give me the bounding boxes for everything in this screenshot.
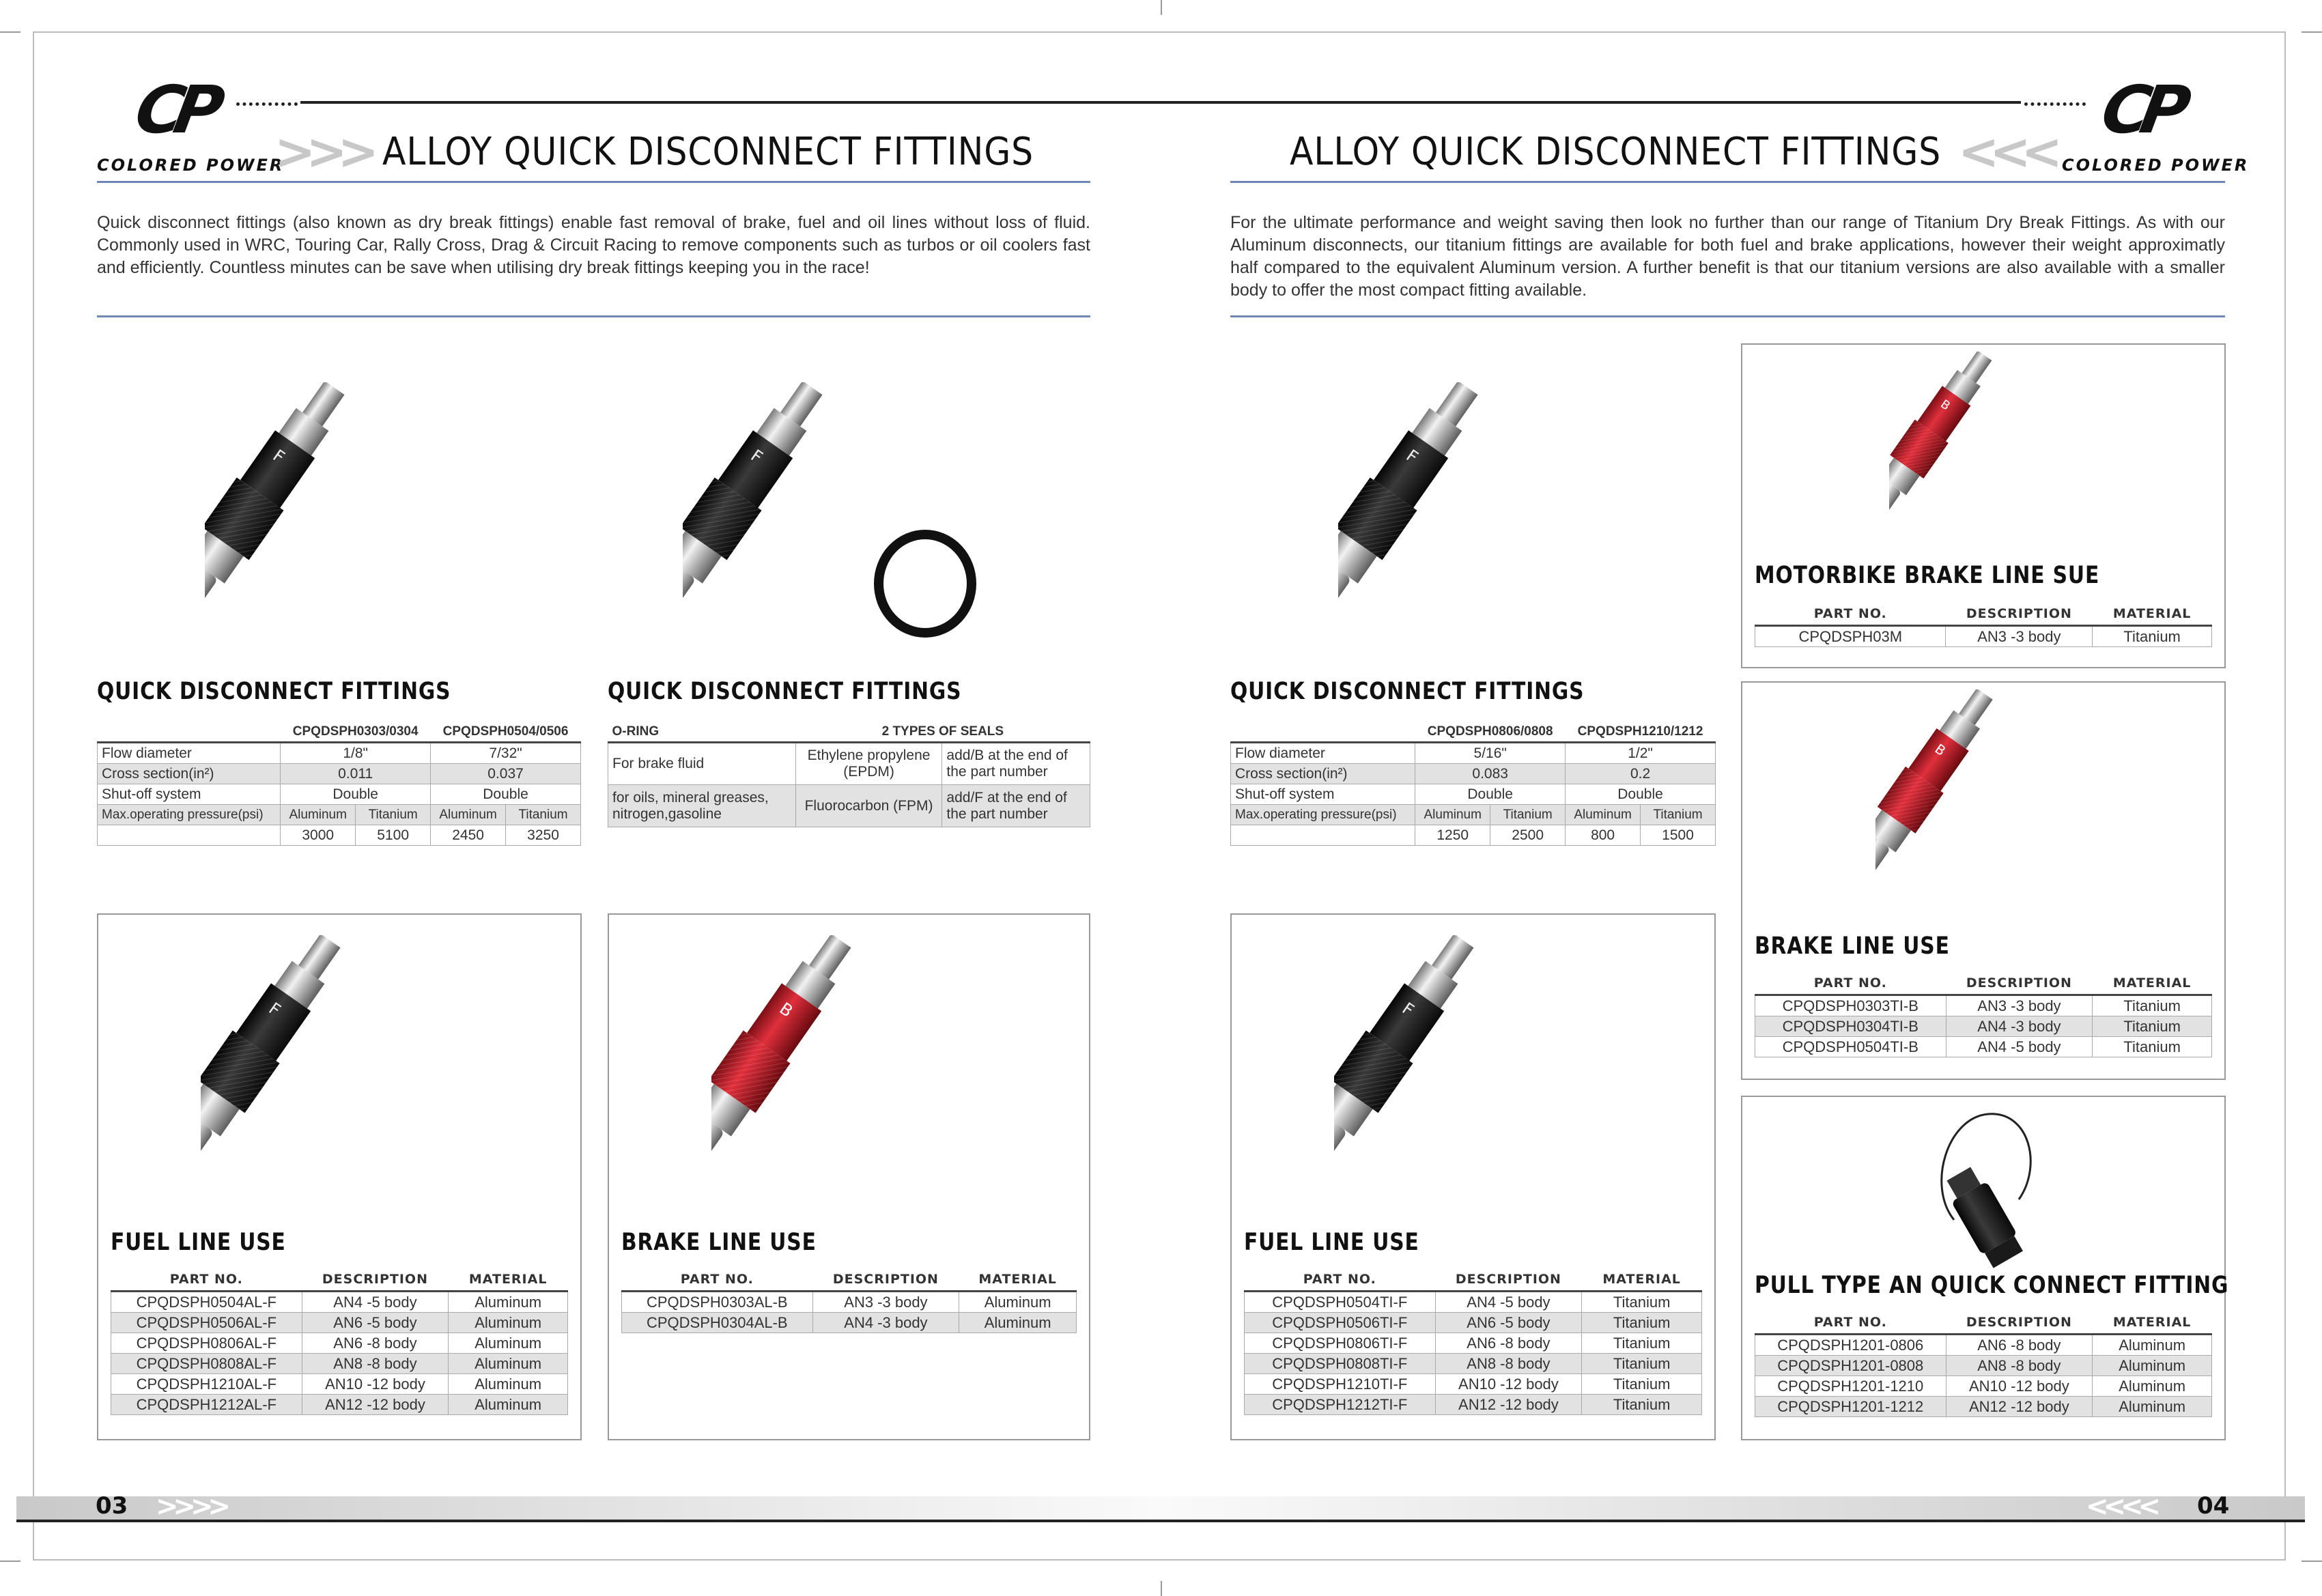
part-no: CPQDSPH1210TI-F [1245, 1374, 1436, 1395]
svg-text:F: F [1398, 999, 1418, 1021]
part-no: CPQDSPH0504AL-F [111, 1292, 302, 1313]
table-row [1755, 1016, 2212, 1037]
table-row [111, 1354, 568, 1374]
svg-text:F: F [1402, 446, 1422, 468]
description: AN10 -12 body [302, 1374, 449, 1395]
description: AN6 -5 body [1435, 1313, 1582, 1333]
material: Aluminum [449, 1292, 568, 1313]
chevron-right-icon: >>> [274, 123, 369, 180]
box-title: FUEL LINE USE [1244, 1229, 1419, 1256]
col-header: PART NO. [1755, 1311, 1946, 1335]
description: AN10 -12 body [1435, 1374, 1582, 1395]
table-row [111, 1374, 568, 1395]
fuel-fitting-image [205, 382, 464, 669]
parts-table [1755, 603, 2212, 647]
table-row [1755, 995, 2212, 1016]
table-row [1245, 1374, 1702, 1395]
spec-label: Max.operating pressure(psi) [98, 805, 281, 825]
spec-value: 0.083 [1415, 764, 1566, 784]
brake-fitting-image [711, 935, 971, 1222]
part-no: CPQDSPH1201-0808 [1755, 1356, 1946, 1376]
spec-material: Aluminum [281, 805, 356, 825]
fuel-fitting-image [201, 935, 460, 1222]
col-header: DESCRIPTION [1946, 1311, 2093, 1335]
col-header: PART NO. [1755, 603, 1946, 626]
part-no: CPQDSPH03M [1755, 626, 1946, 647]
spec-value: 0.011 [281, 764, 431, 784]
spec-material: Titanium [1490, 805, 1566, 825]
section-title: QUICK DISCONNECT FITTINGS [1230, 678, 1585, 705]
spec-material: Aluminum [431, 805, 506, 825]
spec-col-header: CPQDSPH0806/0808 [1415, 722, 1566, 743]
material: Titanium [2093, 1016, 2212, 1037]
page-number-right: 04 [2197, 1492, 2230, 1520]
fuel-fitting-image [1338, 382, 1598, 669]
section-title: QUICK DISCONNECT FITTINGS [608, 678, 962, 705]
header-dots [2024, 102, 2086, 106]
table-row [1245, 1292, 1702, 1313]
material: Titanium [1582, 1292, 1702, 1313]
brand-logo-text: COLORED POWER [97, 156, 285, 175]
svg-text:B: B [1938, 397, 1953, 414]
spec-value: 7/32" [431, 743, 581, 764]
title-underline [1230, 181, 2225, 183]
description: AN4 -5 body [302, 1292, 449, 1313]
col-header: MATERIAL [2093, 603, 2212, 626]
spec-material: Titanium [356, 805, 431, 825]
description: AN6 -8 body [1946, 1335, 2093, 1356]
spec-material: Titanium [506, 805, 581, 825]
spec-value: Double [431, 784, 581, 805]
part-no: CPQDSPH1201-1212 [1755, 1397, 1946, 1417]
material: Aluminum [2093, 1397, 2212, 1417]
material: Titanium [1582, 1374, 1702, 1395]
part-no: CPQDSPH1212AL-F [111, 1395, 302, 1415]
table-row [1755, 1356, 2212, 1376]
description: AN6 -8 body [1435, 1333, 1582, 1354]
description: AN4 -3 body [1946, 1016, 2093, 1037]
spec-material: Titanium [1641, 805, 1716, 825]
spec-value: Double [1566, 784, 1716, 805]
spec-label: Shut-off system [98, 784, 281, 805]
spec-value: Double [281, 784, 431, 805]
spec-col-header: CPQDSPH0504/0506 [431, 722, 581, 743]
table-row [1755, 1335, 2212, 1356]
part-no: CPQDSPH0806AL-F [111, 1333, 302, 1354]
col-header: PART NO. [622, 1268, 813, 1292]
description: AN12 -12 body [302, 1395, 449, 1415]
part-no: CPQDSPH0303TI-B [1755, 995, 1946, 1016]
parts-table [1755, 972, 2212, 1057]
svg-text:B: B [1931, 741, 1949, 759]
material: Titanium [2093, 1037, 2212, 1057]
intro-underline [1230, 315, 2225, 317]
brake-fitting-image [1875, 689, 2094, 922]
oring-use: for oils, mineral greases, nitrogen,gasoline [608, 785, 796, 827]
spec-table-left [97, 722, 581, 846]
oring-header: O-RING [608, 722, 796, 743]
spec-label: Flow diameter [1231, 743, 1415, 764]
part-no: CPQDSPH0304AL-B [622, 1313, 813, 1333]
fuel-line-box [1230, 913, 1716, 1440]
description: AN3 -3 body [1946, 995, 2093, 1016]
description: AN12 -12 body [1435, 1395, 1582, 1415]
part-no: CPQDSPH0806TI-F [1245, 1333, 1436, 1354]
spec-label: Max.operating pressure(psi) [1231, 805, 1415, 825]
oring-table [608, 722, 1090, 827]
header-rule [300, 101, 2021, 104]
page-title-right: ALLOY QUICK DISCONNECT FITTINGS [1289, 130, 1941, 174]
title-underline [97, 181, 1090, 183]
header-dots [236, 102, 298, 106]
material: Aluminum [449, 1354, 568, 1374]
material: Titanium [1582, 1395, 1702, 1415]
material: Aluminum [449, 1333, 568, 1354]
motorbike-brake-box [1741, 343, 2226, 668]
description: AN12 -12 body [1946, 1397, 2093, 1417]
pull-type-box [1741, 1096, 2229, 1440]
description: AN10 -12 body [1946, 1376, 2093, 1397]
spec-table-right [1230, 722, 1716, 846]
spec-value: 0.2 [1566, 764, 1716, 784]
table-row [111, 1333, 568, 1354]
part-no: CPQDSPH0504TI-B [1755, 1037, 1946, 1057]
part-no: CPQDSPH0303AL-B [622, 1292, 813, 1313]
table-row [1755, 1397, 2212, 1417]
description: AN4 -3 body [812, 1313, 959, 1333]
table-row [622, 1313, 1077, 1333]
spec-value: 1500 [1641, 825, 1716, 846]
description: AN8 -8 body [302, 1354, 449, 1374]
col-header: PART NO. [111, 1268, 302, 1292]
page-title-left: ALLOY QUICK DISCONNECT FITTINGS [382, 130, 1034, 174]
section-title: QUICK DISCONNECT FITTINGS [97, 678, 451, 705]
table-row [111, 1313, 568, 1333]
spec-value: 800 [1566, 825, 1641, 846]
table-row [111, 1395, 568, 1415]
intro-text-left: Quick disconnect fittings (also known as dry break fittings) enable fast removal of brake, fuel and oil lines without loss of fluid. Commonly used in WRC, Touring Car, Rally Cross, Drag & Circuit Racing to remove components such as turbos or oil coolers fast and efficiently. Countless minutes can be save when utilising dry break fittings keeping you in the race! [97, 213, 1090, 277]
material: Aluminum [959, 1292, 1077, 1313]
description: AN3 -3 body [1946, 626, 2093, 647]
oring-use: For brake fluid [608, 743, 796, 785]
parts-table [621, 1268, 1077, 1333]
brand-logo-mark: CP [130, 72, 221, 148]
o-ring-image [867, 526, 983, 642]
spec-value: 1/8" [281, 743, 431, 764]
chevron-left-icon: <<< [1958, 123, 2053, 180]
material: Aluminum [959, 1313, 1077, 1333]
table-row [1755, 1376, 2212, 1397]
part-no: CPQDSPH0808AL-F [111, 1354, 302, 1374]
col-header: DESCRIPTION [302, 1268, 449, 1292]
description: AN6 -8 body [302, 1333, 449, 1354]
col-header: DESCRIPTION [1946, 603, 2093, 626]
part-no: CPQDSPH1201-1210 [1755, 1376, 1946, 1397]
material: Titanium [1582, 1333, 1702, 1354]
col-header: PART NO. [1755, 972, 1946, 995]
intro-underline [97, 315, 1090, 317]
table-row [1755, 1037, 2212, 1057]
table-row [1245, 1395, 1702, 1415]
spec-label: Cross section(in²) [98, 764, 281, 784]
spec-col-header: CPQDSPH1210/1212 [1566, 722, 1716, 743]
pull-fitting-image [1906, 1104, 2063, 1281]
material: Titanium [2093, 626, 2212, 647]
spec-value: 3000 [281, 825, 356, 846]
col-header: MATERIAL [959, 1268, 1077, 1292]
spec-value: 1250 [1415, 825, 1490, 846]
crop-mark [0, 31, 20, 33]
col-header: MATERIAL [1582, 1268, 1702, 1292]
oring-note: add/F at the end of the part number [942, 785, 1090, 827]
oring-seal: Fluorocarbon (FPM) [795, 785, 942, 827]
material: Aluminum [2093, 1335, 2212, 1356]
part-no: CPQDSPH0504TI-F [1245, 1292, 1436, 1313]
crop-mark [1161, 1581, 1162, 1596]
oring-note: add/B at the end of the part number [942, 743, 1090, 785]
table-row [1245, 1354, 1702, 1374]
spec-value: 2450 [431, 825, 506, 846]
description: AN4 -5 body [1946, 1037, 2093, 1057]
spec-value: 1/2" [1566, 743, 1716, 764]
svg-text:F: F [265, 999, 285, 1021]
table-row [1755, 626, 2212, 647]
col-header: PART NO. [1245, 1268, 1436, 1292]
material: Titanium [2093, 995, 2212, 1016]
parts-table [1244, 1268, 1702, 1415]
page-number-left: 03 [96, 1492, 128, 1520]
crop-mark [2302, 1561, 2322, 1562]
description: AN3 -3 body [812, 1292, 959, 1313]
spec-value: 5100 [356, 825, 431, 846]
oring-seal: Ethylene propylene (EPDM) [795, 743, 942, 785]
material: Aluminum [449, 1313, 568, 1333]
crop-mark [0, 1561, 20, 1562]
spec-value: 2500 [1490, 825, 1566, 846]
oring-header: 2 TYPES OF SEALS [795, 722, 1090, 743]
spec-label: Cross section(in²) [1231, 764, 1415, 784]
chevron-left-icon: <<<< [2086, 1491, 2156, 1522]
col-header: DESCRIPTION [812, 1268, 959, 1292]
svg-text:F: F [269, 446, 289, 468]
svg-text:F: F [747, 446, 767, 468]
description: AN6 -5 body [302, 1313, 449, 1333]
box-title: FUEL LINE USE [111, 1229, 286, 1256]
parts-table [111, 1268, 568, 1415]
box-title: PULL TYPE AN QUICK CONNECT FITTING [1755, 1272, 2229, 1299]
spec-value: 3250 [506, 825, 581, 846]
col-header: DESCRIPTION [1946, 972, 2093, 995]
table-row [622, 1292, 1077, 1313]
table-row [1245, 1313, 1702, 1333]
chevron-right-icon: >>>> [156, 1491, 226, 1522]
material: Titanium [1582, 1313, 1702, 1333]
svg-text:B: B [776, 999, 797, 1021]
parts-table [1755, 1311, 2212, 1417]
spec-label: Flow diameter [98, 743, 281, 764]
description: AN8 -8 body [1435, 1354, 1582, 1374]
spec-value: Double [1415, 784, 1566, 805]
spec-label: Shut-off system [1231, 784, 1415, 805]
part-no: CPQDSPH1210AL-F [111, 1374, 302, 1395]
material: Aluminum [2093, 1376, 2212, 1397]
intro-text-right: For the ultimate performance and weight saving then look no further than our range of Titanium Dry Break Fittings. As with our Aluminum disconnects, our titanium fittings are available for both fuel and brake applications, however their weight approximatly half compared to the equivalent Aluminum version. A further benefit is that our titanium versions are also available with a smaller body to offer the most compact fitting available. [1230, 213, 2225, 300]
part-no: CPQDSPH0808TI-F [1245, 1354, 1436, 1374]
description: AN4 -5 body [1435, 1292, 1582, 1313]
brake-fitting-image [1889, 352, 2080, 556]
part-no: CPQDSPH1212TI-F [1245, 1395, 1436, 1415]
part-no: CPQDSPH0506AL-F [111, 1313, 302, 1333]
brake-line-box [1741, 681, 2226, 1080]
brand-logo-mark: CP [2096, 72, 2187, 148]
col-header: MATERIAL [2093, 972, 2212, 995]
footer-rule [16, 1520, 2305, 1522]
box-title: BRAKE LINE USE [1755, 932, 1950, 960]
brake-line-box [608, 913, 1090, 1440]
crop-mark [1161, 0, 1162, 15]
crop-mark [2302, 31, 2322, 33]
material: Titanium [1582, 1354, 1702, 1374]
col-header: DESCRIPTION [1435, 1268, 1582, 1292]
table-row [111, 1292, 568, 1313]
part-no: CPQDSPH0506TI-F [1245, 1313, 1436, 1333]
table-row [1245, 1333, 1702, 1354]
col-header: MATERIAL [2093, 1311, 2212, 1335]
fuel-line-box [97, 913, 582, 1440]
brand-logo-text: COLORED POWER [2062, 156, 2250, 175]
material: Aluminum [449, 1395, 568, 1415]
spec-col-header: CPQDSPH0303/0304 [281, 722, 431, 743]
material: Aluminum [449, 1374, 568, 1395]
box-title: MOTORBIKE BRAKE LINE SUE [1755, 562, 2100, 589]
part-no: CPQDSPH1201-0806 [1755, 1335, 1946, 1356]
spec-value: 5/16" [1415, 743, 1566, 764]
spec-material: Aluminum [1566, 805, 1641, 825]
part-no: CPQDSPH0304TI-B [1755, 1016, 1946, 1037]
box-title: BRAKE LINE USE [621, 1229, 817, 1256]
col-header: MATERIAL [449, 1268, 568, 1292]
material: Aluminum [2093, 1356, 2212, 1376]
fuel-fitting-image [1334, 935, 1594, 1222]
spec-value: 0.037 [431, 764, 581, 784]
spec-material: Aluminum [1415, 805, 1490, 825]
footer-bar [16, 1496, 2305, 1520]
description: AN8 -8 body [1946, 1356, 2093, 1376]
